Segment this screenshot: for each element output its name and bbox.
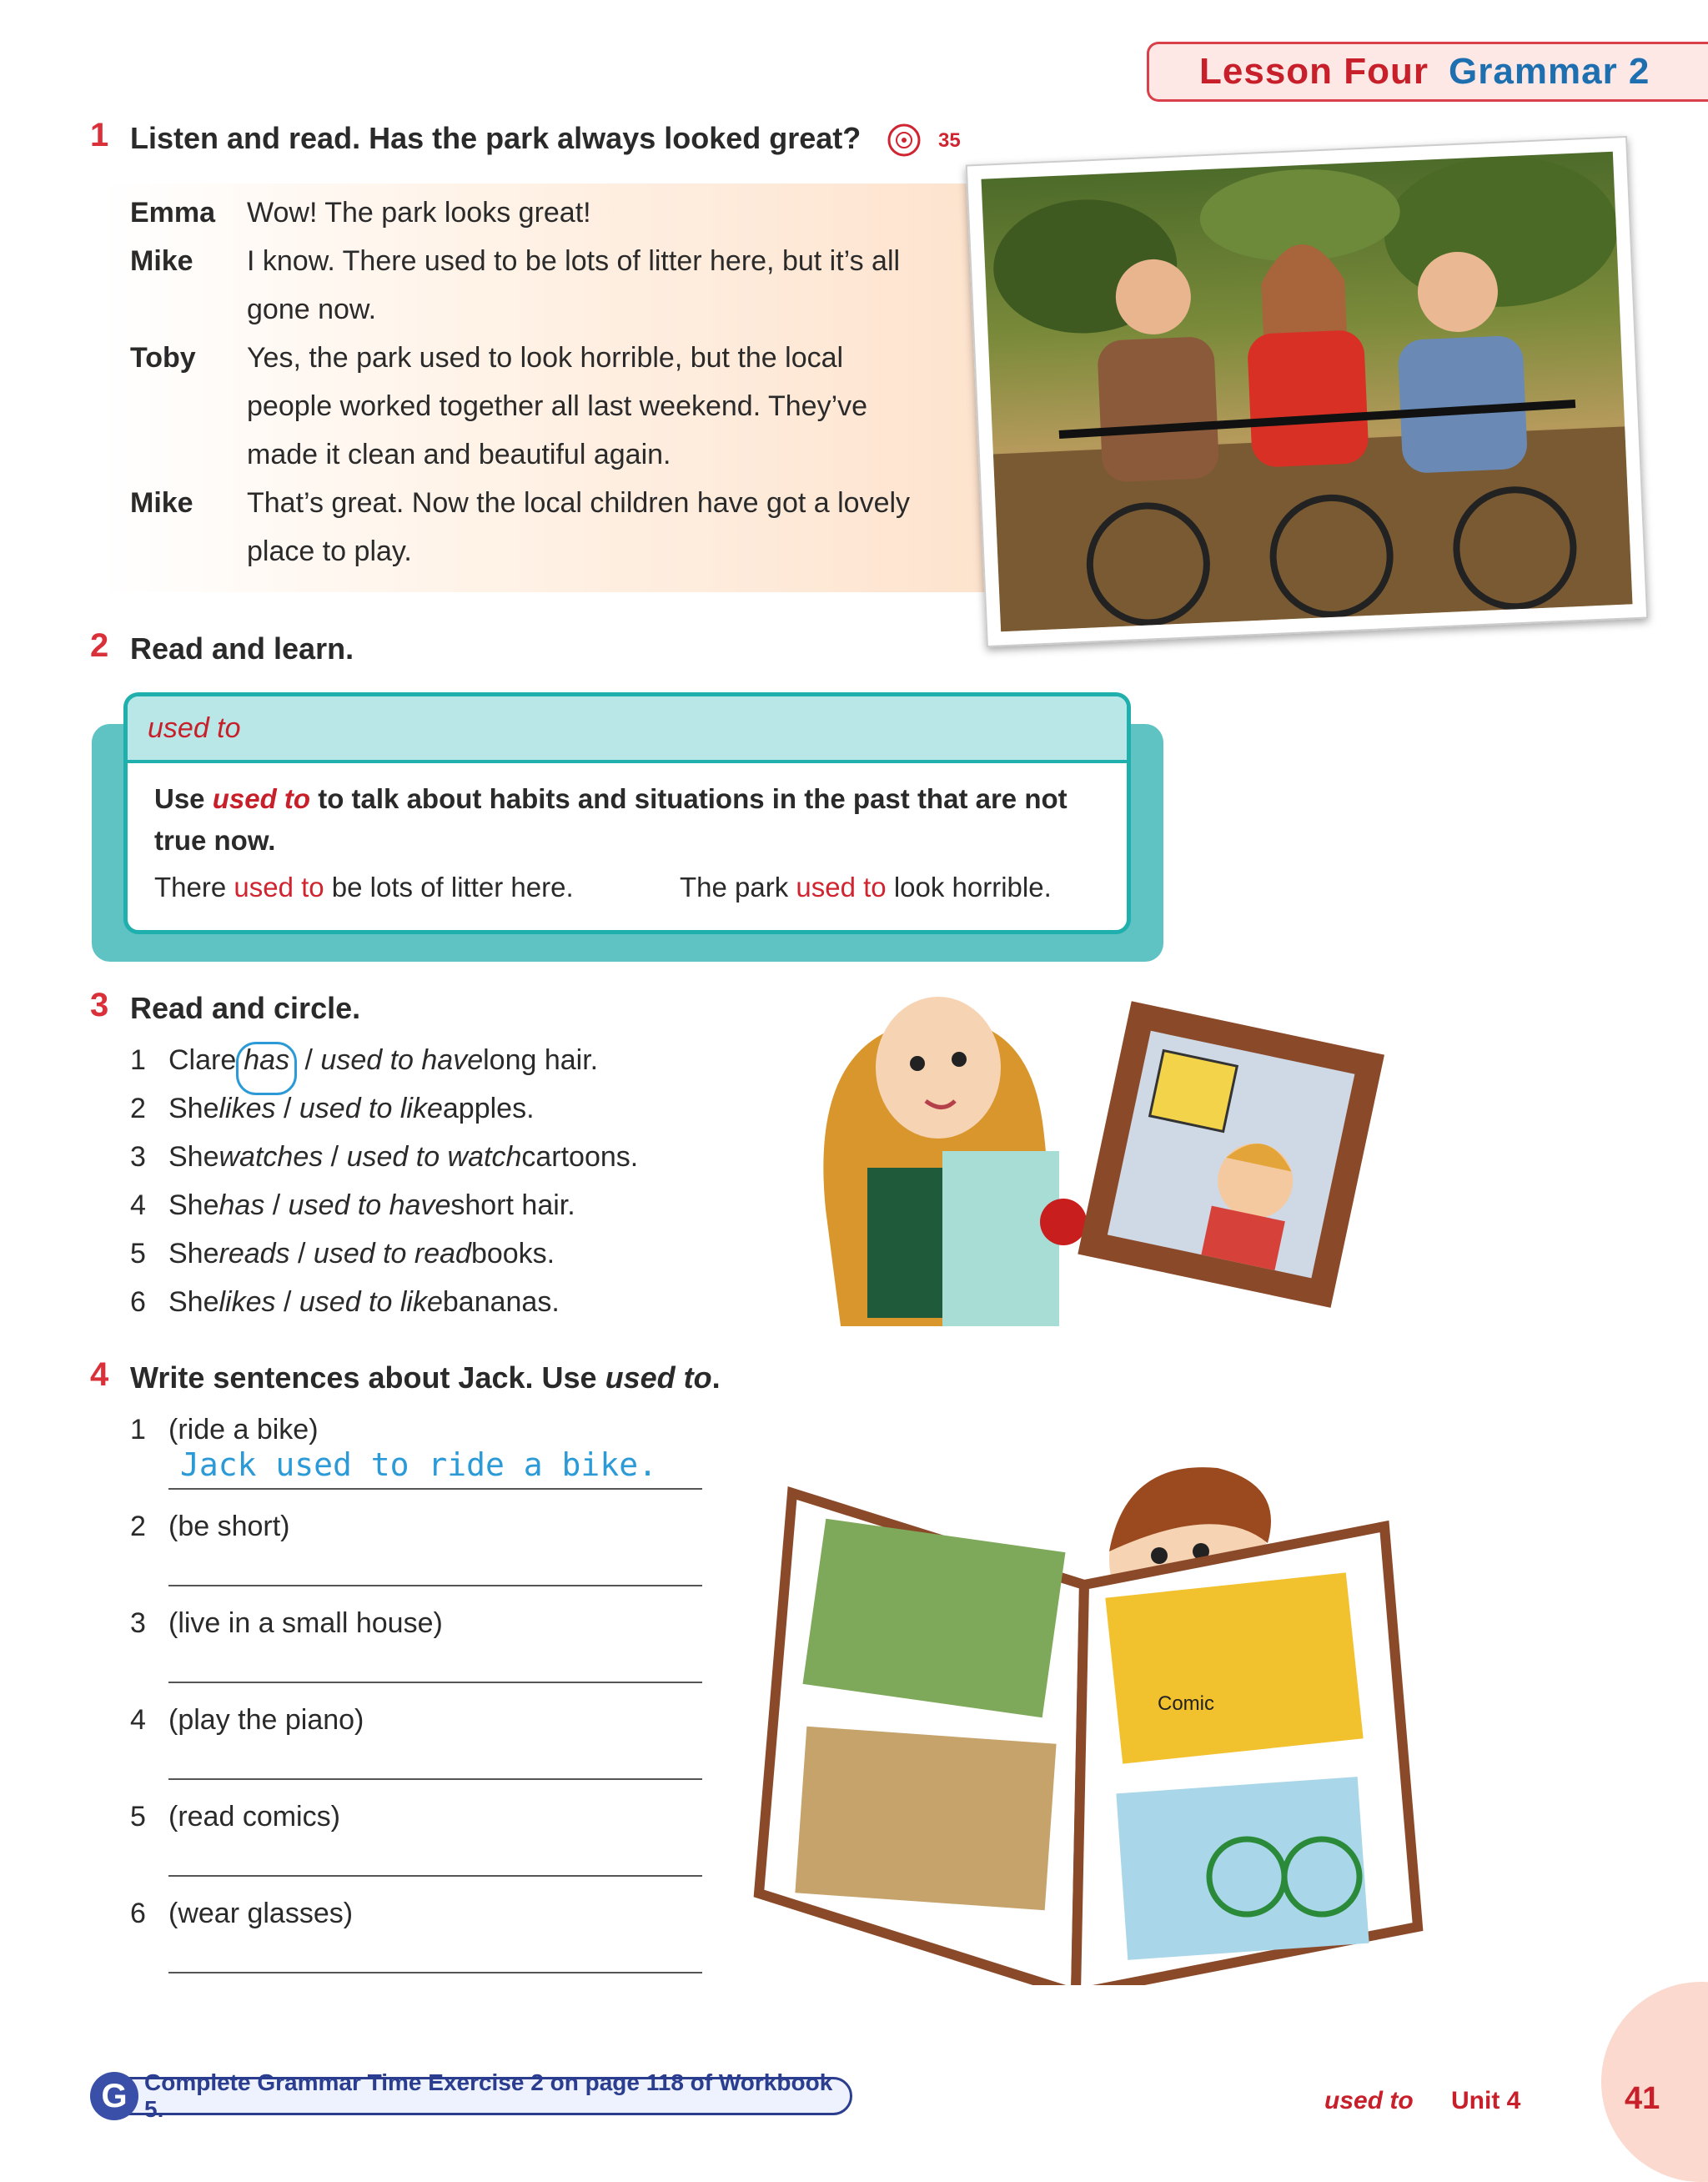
dialog-line: gone now. xyxy=(247,294,377,325)
list-item xyxy=(130,1801,702,1898)
speaker-name: Emma xyxy=(130,197,216,229)
dialog-turn xyxy=(130,189,964,237)
jack-album-illustration xyxy=(734,1460,1443,1989)
ex2-title: Read and learn. xyxy=(130,631,354,666)
choice-option[interactable]: used to like xyxy=(299,1093,443,1124)
dialog-line: made it clean and beautiful again. xyxy=(247,439,671,470)
item-text: long hair. xyxy=(483,1044,599,1076)
answer-line[interactable] xyxy=(168,1446,702,1490)
grammar-rule xyxy=(128,763,1127,862)
item-text: books. xyxy=(470,1238,555,1269)
item-text: apples. xyxy=(442,1093,535,1124)
section-label: Grammar 2 xyxy=(1449,51,1650,92)
park-photo xyxy=(966,136,1649,647)
dialog-turn xyxy=(130,334,964,479)
item-text: She xyxy=(168,1286,219,1318)
ex4-title xyxy=(130,1360,721,1395)
ex3-number: 3 xyxy=(90,987,109,1023)
answer-line[interactable] xyxy=(168,1930,702,1973)
example-key: used to xyxy=(796,872,887,902)
ex1-title: Listen and read. Has the park always looked great? xyxy=(130,121,862,155)
ex4-title-key: used to xyxy=(605,1360,712,1395)
circled-choice[interactable]: has xyxy=(236,1042,297,1095)
item-text: She xyxy=(168,1093,219,1124)
item-text: She xyxy=(168,1189,219,1221)
rule-text: Use xyxy=(154,783,213,814)
lesson-label: Lesson Four xyxy=(1199,51,1429,92)
item-text: She xyxy=(168,1238,219,1269)
item-number: 1 xyxy=(130,1044,146,1076)
item-prompt: (wear glasses) xyxy=(168,1898,354,1929)
choice-option[interactable]: likes xyxy=(219,1286,276,1318)
handwritten-answer: Jack used to ride a bike. xyxy=(180,1446,657,1483)
item-number: 3 xyxy=(130,1141,146,1173)
answer-line[interactable] xyxy=(168,1640,702,1683)
answer-line[interactable] xyxy=(168,1737,702,1780)
list-item xyxy=(130,1898,702,1994)
ex4-list xyxy=(130,1414,702,1994)
ex4-title-text: . xyxy=(711,1360,721,1395)
lesson-header-tab xyxy=(1147,42,1708,102)
item-number: 4 xyxy=(130,1189,146,1221)
example-text: be lots of litter here. xyxy=(324,872,574,902)
dialog-line: people worked together all last weekend. They’ve xyxy=(247,390,868,422)
ex2-number: 2 xyxy=(90,627,109,664)
list-item: 6 She likes / used to like bananas. xyxy=(130,1286,638,1335)
item-number: 5 xyxy=(130,1801,146,1833)
example-key: used to xyxy=(234,872,324,902)
item-text: bananas. xyxy=(442,1286,560,1318)
example-text: There xyxy=(154,872,234,902)
item-prompt: (ride a bike) xyxy=(168,1414,319,1445)
item-text: short hair. xyxy=(450,1189,575,1221)
example-text: look horrible. xyxy=(886,872,1052,902)
choice-option[interactable]: used to watch xyxy=(346,1141,522,1173)
item-number: 3 xyxy=(130,1607,146,1639)
item-text: She xyxy=(168,1141,219,1173)
speaker-name: Mike xyxy=(130,245,193,277)
audio-cd-icon[interactable] xyxy=(887,123,922,162)
choice-option[interactable]: used to read xyxy=(313,1238,471,1269)
item-number: 6 xyxy=(130,1286,146,1318)
ex4-number: 4 xyxy=(90,1356,109,1393)
dialog xyxy=(130,189,964,576)
item-number: 6 xyxy=(130,1898,146,1929)
item-prompt: (live in a small house) xyxy=(168,1607,443,1639)
list-item xyxy=(130,1607,702,1704)
item-number: 5 xyxy=(130,1238,146,1269)
example-text: The park xyxy=(680,872,796,902)
choice-option[interactable]: reads xyxy=(219,1238,290,1269)
grammar-time-badge: G xyxy=(90,2072,138,2120)
speaker-name: Mike xyxy=(130,487,193,519)
list-item xyxy=(130,1414,702,1511)
list-item xyxy=(130,1511,702,1607)
item-text: cartoons. xyxy=(521,1141,639,1173)
list-item: 4 She has / used to have short hair. xyxy=(130,1189,638,1238)
item-prompt: (be short) xyxy=(168,1511,290,1542)
list-item: 2 She likes / used to like apples. xyxy=(130,1093,638,1141)
grammar-example xyxy=(680,872,1052,903)
list-item: 5 She reads / used to read books. xyxy=(130,1238,638,1286)
item-number: 4 xyxy=(130,1704,146,1736)
choice-option[interactable]: used to have xyxy=(288,1189,451,1221)
speaker-name: Toby xyxy=(130,342,196,374)
footer-topic: used to xyxy=(1324,2087,1414,2114)
list-item xyxy=(130,1704,702,1801)
dialog-line: I know. There used to be lots of litter here, but it’s all xyxy=(247,245,901,277)
ex1-heading xyxy=(90,117,108,154)
clare-illustration xyxy=(792,993,1409,1330)
ex3-list xyxy=(130,1044,638,1335)
rule-key: used to xyxy=(212,783,311,814)
grammar-box xyxy=(123,692,1131,934)
dialog-line: place to play. xyxy=(247,535,412,567)
answer-line[interactable] xyxy=(168,1833,702,1877)
item-prompt: (play the piano) xyxy=(168,1704,364,1736)
item-number: 2 xyxy=(130,1093,146,1124)
grammar-examples xyxy=(128,862,1127,903)
dialog-turn xyxy=(130,237,964,334)
dialog-line: That’s great. Now the local children have got a lovely xyxy=(247,487,911,519)
list-item: 3 She watches / used to watch cartoons. xyxy=(130,1141,638,1189)
answer-line[interactable] xyxy=(168,1543,702,1586)
list-item: 1 Clare has / used to have long hair. xyxy=(130,1044,638,1093)
choice-option[interactable]: has xyxy=(219,1189,265,1221)
comic-label: Comic xyxy=(1158,1692,1215,1715)
choice-option[interactable]: likes xyxy=(219,1093,276,1124)
dialog-line: Wow! The park looks great! xyxy=(247,197,591,229)
dialog-turn xyxy=(130,479,964,576)
ex3-title: Read and circle. xyxy=(130,991,361,1025)
rule-text: to talk about habits and situations in the past that are not true now. xyxy=(154,783,1068,856)
footer-unit: Unit 4 xyxy=(1451,2087,1521,2114)
choice-option[interactable]: watches xyxy=(219,1141,324,1173)
item-text: Clare xyxy=(168,1044,237,1076)
item-number: 2 xyxy=(130,1511,146,1542)
item-number: 1 xyxy=(130,1414,146,1445)
choice-option[interactable]: used to have xyxy=(320,1044,484,1076)
audio-track-number: 35 xyxy=(938,129,961,152)
choice-option[interactable]: used to like xyxy=(299,1286,443,1318)
dialog-line: Yes, the park used to look horrible, but the local xyxy=(247,342,844,374)
grammar-box-title: used to xyxy=(128,696,1127,763)
ex4-title-text: Write sentences about Jack. Use xyxy=(130,1360,605,1395)
page-number: 41 xyxy=(1625,2081,1660,2116)
item-prompt: (read comics) xyxy=(168,1801,340,1833)
ex1-number: 1 xyxy=(90,117,109,153)
grammar-example xyxy=(154,872,680,903)
workbook-instruction: Complete Grammar Time Exercise 2 on page 118 of Workbook 5. xyxy=(92,2077,852,2115)
